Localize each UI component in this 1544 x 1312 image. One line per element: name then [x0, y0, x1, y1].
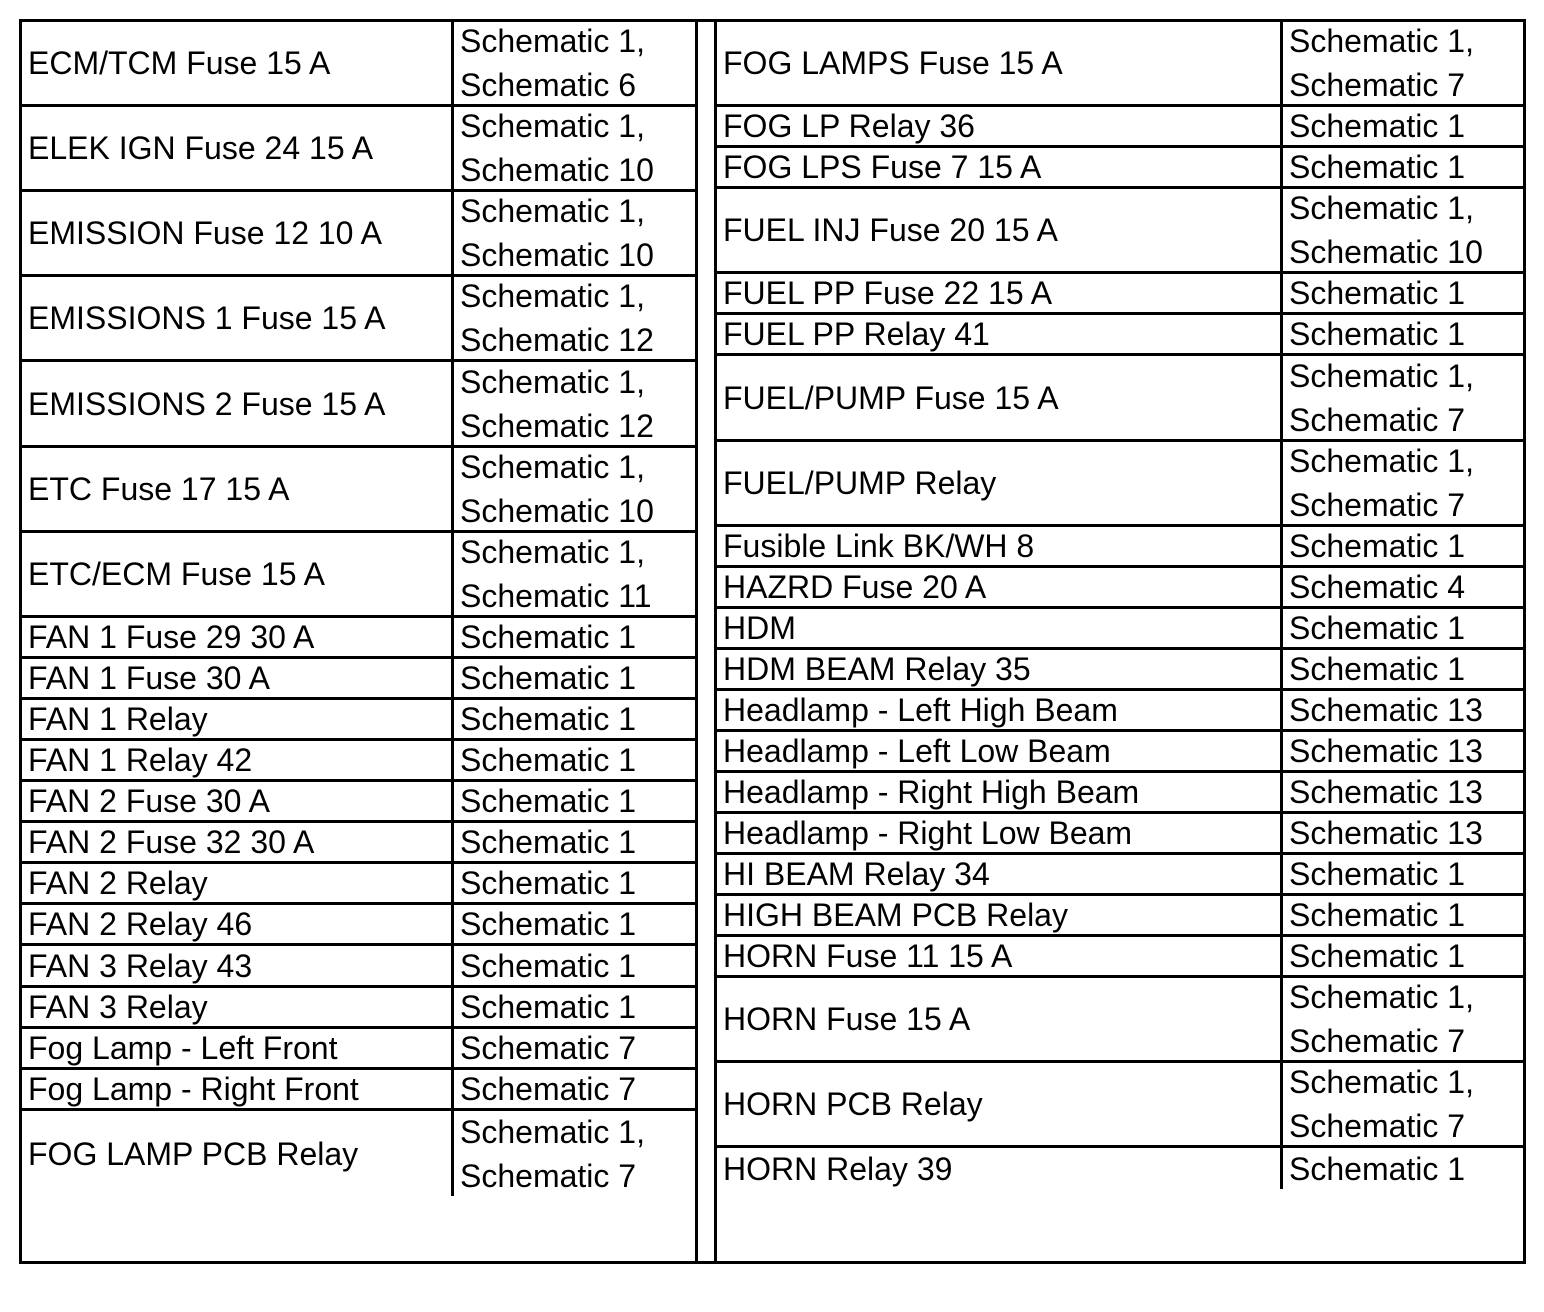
schematic-ref-line: Schematic 11: [460, 578, 652, 614]
schematic-ref-line: Schematic 1,: [460, 108, 645, 144]
table-row: [22, 1070, 695, 1111]
schematic-ref-line: Schematic 1: [1289, 1150, 1466, 1187]
schematic-reference: [454, 22, 695, 104]
table-row: [22, 192, 695, 277]
table-row: [22, 823, 695, 864]
component-name: HORN Relay 39: [717, 1148, 1283, 1189]
component-name: FUEL INJ Fuse 20 15 A: [717, 189, 1283, 271]
component-name: FUEL PP Fuse 22 15 A: [717, 274, 1283, 312]
table-row: [22, 988, 695, 1029]
schematic-ref-line: Schematic 1: [1289, 856, 1466, 892]
schematic-ref-line: Schematic 1,: [460, 23, 645, 59]
component-name: HI BEAM Relay 34: [717, 855, 1283, 893]
schematic-ref-line: Schematic 6: [460, 67, 637, 103]
schematic-ref-line: Schematic 1,: [1289, 979, 1474, 1015]
component-name: HORN Fuse 11 15 A: [717, 937, 1283, 975]
component-name: HAZRD Fuse 20 A: [717, 568, 1283, 606]
table-row: [717, 1148, 1523, 1189]
schematic-ref-line: Schematic 1,: [1289, 443, 1474, 479]
schematic-reference: [1283, 937, 1523, 975]
table-row: [22, 659, 695, 700]
schematic-ref-line: Schematic 7: [1289, 1023, 1466, 1059]
schematic-reference: [454, 946, 695, 985]
left-column: [22, 22, 695, 1261]
right-column: [717, 22, 1523, 1261]
schematic-reference: [1283, 896, 1523, 934]
table-row: [717, 568, 1523, 609]
schematic-reference: [454, 533, 695, 615]
schematic-reference: [1283, 442, 1523, 524]
schematic-reference: [454, 277, 695, 359]
schematic-ref-line: Schematic 1: [1289, 610, 1466, 646]
table-row: [717, 650, 1523, 691]
schematic-reference: [454, 823, 695, 861]
table-row: [22, 618, 695, 659]
component-name: FAN 2 Fuse 30 A: [22, 782, 454, 820]
schematic-ref-line: Schematic 1: [1289, 651, 1466, 687]
schematic-ref-line: Schematic 4: [1289, 569, 1466, 605]
schematic-ref-line: Schematic 12: [460, 407, 654, 444]
component-name: HORN Fuse 15 A: [717, 978, 1283, 1060]
table-row: [717, 189, 1523, 274]
schematic-reference: [454, 659, 695, 697]
component-name: Fog Lamp - Left Front: [22, 1029, 454, 1067]
schematic-reference: [1283, 274, 1523, 312]
table-row: [22, 22, 695, 107]
component-name: FAN 1 Fuse 29 30 A: [22, 618, 454, 656]
table-row: [22, 946, 695, 988]
table-row: [22, 1111, 695, 1196]
schematic-ref-line: Schematic 1: [1289, 938, 1466, 974]
component-name: FAN 1 Relay: [22, 700, 454, 738]
schematic-reference: [454, 107, 695, 189]
component-name: EMISSION Fuse 12 10 A: [22, 192, 454, 274]
component-name: FAN 1 Relay 42: [22, 741, 454, 779]
table-row: [717, 22, 1523, 107]
table-row: [717, 356, 1523, 442]
component-name: Fusible Link BK/WH 8: [717, 527, 1283, 565]
schematic-reference: [1283, 855, 1523, 893]
component-name: HDM: [717, 609, 1283, 647]
table-row: [717, 274, 1523, 315]
table-row: [717, 691, 1523, 732]
table-row: [717, 896, 1523, 937]
table-row: [717, 814, 1523, 855]
component-name: FAN 3 Relay 43: [22, 946, 454, 985]
table-row: [717, 442, 1523, 527]
schematic-reference: [454, 905, 695, 943]
schematic-reference: [1283, 978, 1523, 1060]
table-row: [717, 855, 1523, 896]
schematic-reference: [454, 1029, 695, 1067]
table-row: [22, 1029, 695, 1070]
component-name: HIGH BEAM PCB Relay: [717, 896, 1283, 934]
component-name: FAN 3 Relay: [22, 988, 454, 1026]
table-row: [717, 978, 1523, 1063]
component-name: FUEL/PUMP Relay: [717, 442, 1283, 524]
table-row: [717, 773, 1523, 814]
table-row: [22, 741, 695, 782]
table-row: [22, 700, 695, 741]
table-row: [717, 148, 1523, 189]
schematic-reference: [1283, 148, 1523, 186]
schematic-ref-line: Schematic 1: [460, 947, 637, 984]
schematic-ref-line: Schematic 10: [460, 237, 654, 273]
component-name: ETC/ECM Fuse 15 A: [22, 533, 454, 615]
schematic-ref-line: Schematic 1,: [460, 363, 645, 400]
schematic-reference: [1283, 773, 1523, 811]
schematic-ref-line: Schematic 13: [1289, 774, 1483, 810]
component-name: Headlamp - Left High Beam: [717, 691, 1283, 729]
schematic-ref-line: Schematic 1,: [1289, 190, 1474, 226]
schematic-reference: [1283, 527, 1523, 565]
component-name: FAN 2 Relay: [22, 864, 454, 902]
schematic-ref-line: Schematic 1: [460, 783, 637, 819]
schematic-reference: [454, 988, 695, 1026]
table-row: [22, 277, 695, 362]
schematic-ref-line: Schematic 7: [460, 1030, 637, 1066]
schematic-reference: [454, 864, 695, 902]
schematic-reference: [1283, 814, 1523, 852]
schematic-ref-line: Schematic 1: [1289, 897, 1466, 933]
schematic-reference: [1283, 315, 1523, 353]
component-name: Headlamp - Left Low Beam: [717, 732, 1283, 770]
component-name: FOG LPS Fuse 7 15 A: [717, 148, 1283, 186]
table-row: [22, 107, 695, 192]
schematic-ref-line: Schematic 10: [460, 493, 654, 529]
column-divider: [695, 22, 717, 1261]
table-row: [22, 864, 695, 905]
schematic-ref-line: Schematic 1: [1289, 149, 1466, 185]
schematic-ref-line: Schematic 13: [1289, 733, 1483, 769]
schematic-ref-line: Schematic 1: [460, 906, 637, 942]
schematic-ref-line: Schematic 1,: [1289, 1064, 1474, 1100]
component-name: EMISSIONS 1 Fuse 15 A: [22, 277, 454, 359]
schematic-ref-line: Schematic 1: [1289, 275, 1466, 311]
schematic-ref-line: Schematic 1,: [1289, 23, 1474, 59]
schematic-ref-line: Schematic 7: [1289, 1108, 1466, 1144]
schematic-reference: [454, 618, 695, 656]
component-name: FOG LAMPS Fuse 15 A: [717, 22, 1283, 104]
schematic-ref-line: Schematic 10: [460, 152, 654, 188]
schematic-reference: [1283, 1148, 1523, 1189]
schematic-ref-line: Schematic 13: [1289, 692, 1483, 728]
component-name: FUEL PP Relay 41: [717, 315, 1283, 353]
component-name: Headlamp - Right High Beam: [717, 773, 1283, 811]
table-row: [22, 782, 695, 823]
schematic-reference: [1283, 732, 1523, 770]
schematic-reference: [1283, 107, 1523, 145]
schematic-ref-line: Schematic 1: [460, 619, 637, 655]
component-name: FAN 1 Fuse 30 A: [22, 659, 454, 697]
schematic-ref-line: Schematic 12: [460, 322, 654, 358]
component-name: FAN 2 Relay 46: [22, 905, 454, 943]
component-name: EMISSIONS 2 Fuse 15 A: [22, 362, 454, 445]
schematic-reference: [1283, 568, 1523, 606]
component-name: FUEL/PUMP Fuse 15 A: [717, 356, 1283, 439]
table-row: [22, 533, 695, 618]
schematic-ref-line: Schematic 1,: [460, 1113, 645, 1150]
schematic-ref-line: Schematic 7: [460, 1157, 637, 1194]
schematic-reference: [1283, 22, 1523, 104]
component-name: FOG LAMP PCB Relay: [22, 1111, 454, 1196]
schematic-reference: [1283, 691, 1523, 729]
schematic-ref-line: Schematic 7: [460, 1071, 637, 1107]
schematic-ref-line: Schematic 7: [1289, 401, 1466, 438]
schematic-ref-line: Schematic 7: [1289, 67, 1466, 103]
component-name: ETC Fuse 17 15 A: [22, 448, 454, 530]
table-row: [717, 527, 1523, 568]
schematic-ref-line: Schematic 7: [1289, 487, 1466, 523]
component-name: FAN 2 Fuse 32 30 A: [22, 823, 454, 861]
schematic-reference: [454, 192, 695, 274]
schematic-ref-line: Schematic 1: [460, 660, 637, 696]
table-row: [717, 732, 1523, 773]
schematic-reference: [1283, 650, 1523, 688]
schematic-ref-line: Schematic 1: [1289, 316, 1466, 352]
schematic-ref-line: Schematic 1,: [460, 534, 645, 570]
schematic-reference: [454, 362, 695, 445]
schematic-ref-line: Schematic 1: [460, 701, 637, 737]
component-name: HDM BEAM Relay 35: [717, 650, 1283, 688]
schematic-reference: [454, 1111, 695, 1196]
schematic-ref-line: Schematic 1,: [460, 278, 645, 314]
schematic-ref-line: Schematic 1: [460, 989, 637, 1025]
schematic-reference: [1283, 356, 1523, 439]
table-row: [22, 905, 695, 946]
schematic-ref-line: Schematic 1: [1289, 108, 1466, 144]
schematic-ref-line: Schematic 1,: [460, 449, 645, 485]
schematic-ref-line: Schematic 10: [1289, 234, 1483, 270]
schematic-ref-line: Schematic 1: [1289, 528, 1466, 564]
component-name: HORN PCB Relay: [717, 1063, 1283, 1145]
table-row: [717, 107, 1523, 148]
table-row: [717, 315, 1523, 356]
schematic-ref-line: Schematic 1,: [1289, 357, 1474, 394]
table-row: [717, 609, 1523, 650]
schematic-reference: [1283, 609, 1523, 647]
schematic-ref-line: Schematic 1: [460, 742, 637, 778]
schematic-reference: [454, 448, 695, 530]
schematic-ref-line: Schematic 1,: [460, 193, 645, 229]
table-row: [22, 448, 695, 533]
schematic-reference: [1283, 1063, 1523, 1145]
schematic-ref-line: Schematic 1: [460, 824, 637, 860]
table-row: [717, 1063, 1523, 1148]
component-name: Headlamp - Right Low Beam: [717, 814, 1283, 852]
schematic-reference: [454, 700, 695, 738]
component-name: FOG LP Relay 36: [717, 107, 1283, 145]
component-name: ELEK IGN Fuse 24 15 A: [22, 107, 454, 189]
table-row: [717, 937, 1523, 978]
schematic-ref-line: Schematic 13: [1289, 815, 1483, 851]
component-name: Fog Lamp - Right Front: [22, 1070, 454, 1108]
table-row: [22, 362, 695, 448]
schematic-reference: [454, 741, 695, 779]
component-index-table: [19, 19, 1526, 1264]
schematic-ref-line: Schematic 1: [460, 865, 637, 901]
schematic-reference: [454, 782, 695, 820]
schematic-reference: [1283, 189, 1523, 271]
component-name: ECM/TCM Fuse 15 A: [22, 22, 454, 104]
schematic-reference: [454, 1070, 695, 1108]
